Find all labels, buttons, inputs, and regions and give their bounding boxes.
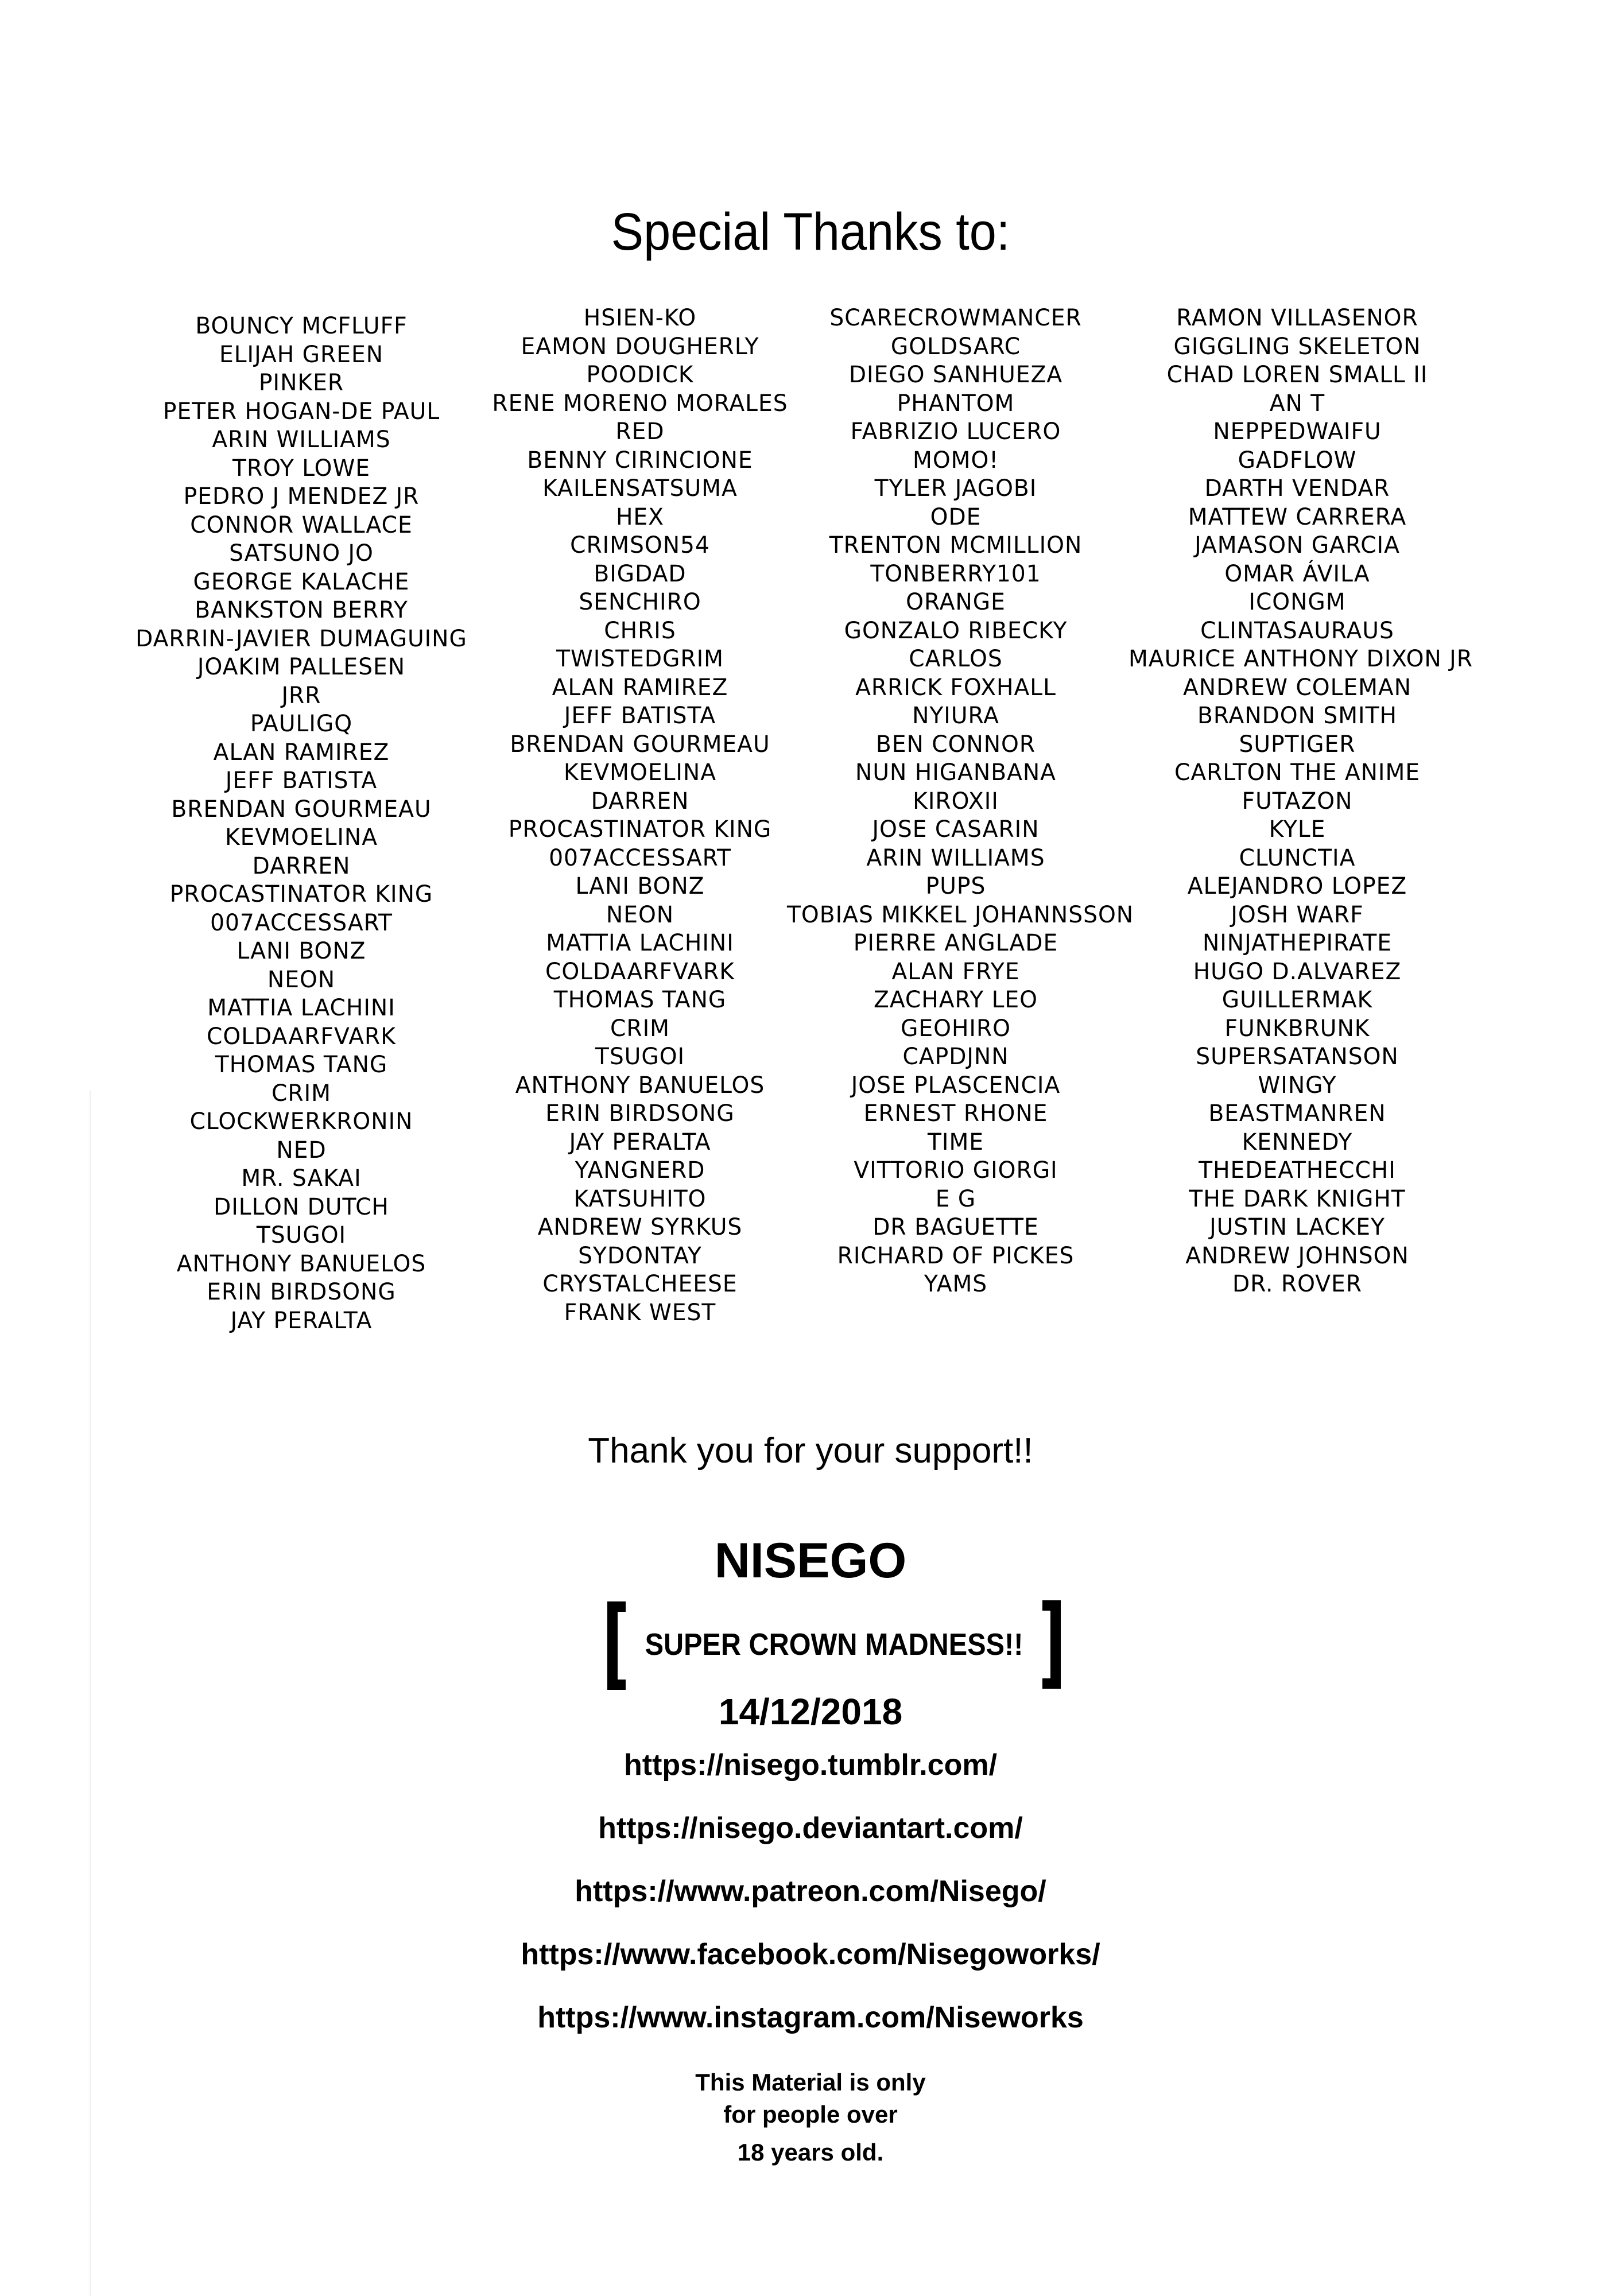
supporter-name: JOSE PLASCENCIA [851,1072,1061,1099]
supporter-name: ERNEST RHONE [863,1100,1048,1127]
supporter-name: GOLDSARC [890,333,1021,360]
supporter-name: JOAKIM PALLESEN [197,654,406,680]
supporter-name: MOMO! [913,447,999,474]
supporter-name: CRIM [610,1015,670,1042]
supporter-name: MATTEW CARRERA [1188,503,1407,530]
supporter-name: TIME [927,1128,984,1155]
supporter-name: JOSE CASARIN [872,816,1040,843]
supporter-name: RICHARD OF PICKES [837,1242,1075,1269]
supporter-name: GUILLERMAK [1221,987,1373,1013]
supporter-name: CONNOR WALLACE [190,511,413,538]
supporter-name: HUGO D.ALVAREZ [1193,958,1402,985]
supporter-name: JOSH WARF [1231,901,1364,928]
supporter-name: ALEJANDRO LOPEZ [1187,873,1407,899]
supporter-name: BRENDAN GOURMEAU [171,796,432,823]
supporter-name: DR BAGUETTE [872,1214,1039,1240]
supporter-name: YAMS [924,1271,988,1297]
supporter-name: BENNY CIRINCIONE [527,447,753,474]
supporter-name: PROCASTINATOR KING [508,816,772,843]
supporter-name: ARRICK FOXHALL [855,674,1056,701]
supporter-name: GEOHIRO [901,1015,1011,1042]
supporter-name: RENE MORENO MORALES [492,390,788,417]
supporter-name: KENNEDY [1242,1128,1353,1155]
supporters-column-3 [784,304,1134,1299]
supporter-name: KYLE [1269,816,1326,843]
supporter-name: PETER HOGAN-DE PAUL [162,398,440,425]
supporter-name: DIEGO SANHUEZA [848,362,1063,388]
supporter-name: POODICK [586,362,694,388]
supporter-name: PINKER [258,370,344,396]
supporter-name: THEDEATHECCHI [1199,1157,1396,1184]
supporter-name: KEVMOELINA [224,824,378,851]
supporter-name: JAY PERALTA [569,1128,711,1155]
supporter-name: GONZALO RIBECKY [844,617,1068,644]
supporter-name: PUPS [925,873,986,899]
supporter-name: JUSTIN LACKEY [1209,1214,1385,1240]
supporter-name: PROCASTINATOR KING [169,881,433,907]
supporter-name: NEON [606,901,674,928]
supporter-name: EAMON DOUGHERLY [521,333,759,360]
supporter-name: ANTHONY BANUELOS [176,1250,426,1277]
author-name: NISEGO [714,1533,907,1588]
supporter-name: ALAN FRYE [891,958,1020,985]
supporter-name: MAURICE ANTHONY DIXON JR [1129,646,1473,672]
left-bracket-icon [607,1601,626,1690]
supporter-name: COLDAARFVARK [545,958,735,985]
supporter-name: AN T [1269,390,1325,417]
supporter-name: RED [615,418,665,445]
supporter-name: CHAD LOREN SMALL II [1166,362,1428,388]
supporter-name: LANI BONZ [575,873,705,899]
supporter-name: PAULIGQ [250,711,353,737]
supporters-column-4 [1125,304,1473,1299]
supporter-name: SATSUNO JO [229,540,374,567]
supporter-name: NED [276,1137,327,1163]
supporter-name: BEASTMANREN [1208,1100,1386,1127]
link-instagram[interactable]: https://www.instagram.com/Niseworks [537,2001,1084,2034]
supporter-name: FRANK WEST [564,1299,716,1326]
age-disclaimer [0,2066,1621,2169]
supporter-name: ZACHARY LEO [873,987,1038,1013]
work-title: SUPER CROWN MADNESS!! [645,1627,1023,1662]
supporter-name: TOBIAS MIKKEL JOHANNSSON [787,901,1134,928]
link-facebook[interactable]: https://www.facebook.com/Nisegoworks/ [521,1938,1100,1971]
supporter-name: FUTAZON [1242,788,1353,815]
supporter-name: MR. SAKAI [241,1165,362,1192]
supporter-name: JAY PERALTA [230,1307,373,1334]
supporter-name: HEX [615,503,665,530]
supporter-name: ERIN BIRDSONG [207,1279,396,1305]
supporter-name: HSIEN-KO [583,305,697,331]
supporter-name: DILLON DUTCH [214,1193,389,1220]
supporter-name: VITTORIO GIORGI [854,1157,1058,1184]
supporter-name: THOMAS TANG [553,987,727,1013]
supporter-name: ODE [930,503,982,530]
supporter-name: CAPDJNN [902,1044,1009,1070]
supporter-name: ARIN WILLIAMS [866,844,1045,871]
supporter-name: CLINTASAURAUS [1200,617,1394,644]
supporter-name: CRYSTALCHEESE [542,1271,738,1297]
supporter-name: JEFF BATISTA [225,767,378,794]
supporter-name: COLDAARFVARK [207,1023,396,1050]
supporter-name: BEN CONNOR [875,731,1036,758]
supporter-name: TROY LOWE [232,455,370,482]
supporter-name: TONBERRY101 [870,560,1041,587]
supporter-name: ANDREW SYRKUS [537,1214,743,1240]
supporter-name: SUPERSATANSON [1196,1044,1399,1070]
disclaimer-line: 18 years old. [737,2139,884,2166]
supporter-name: NEON [267,966,336,993]
supporter-name: ERIN BIRDSONG [545,1100,735,1127]
supporter-name: 007ACCESSART [549,844,731,871]
social-links [0,1745,1621,2061]
supporter-name: NUN HIGANBANA [855,759,1056,786]
supporter-name: ALAN RAMIREZ [552,674,728,701]
supporter-name: SUPTIGER [1239,731,1356,758]
supporter-name: FABRIZIO LUCERO [850,418,1061,445]
supporter-name: CARLOS [909,646,1003,672]
release-date: 14/12/2018 [718,1691,903,1732]
supporter-name: NYIURA [912,703,999,729]
supporter-name: ANDREW JOHNSON [1185,1242,1409,1269]
supporter-name: ELIJAH GREEN [219,341,384,368]
supporter-name: CLOCKWERKRONIN [189,1108,413,1135]
supporter-name: ARIN WILLIAMS [212,426,391,453]
supporter-name: PEDRO J MENDEZ JR [183,483,420,510]
supporter-name: CLUNCTIA [1239,844,1356,871]
supporter-name: YANGNERD [575,1157,705,1184]
supporter-name: BRANDON SMITH [1197,703,1397,729]
supporter-name: THOMAS TANG [215,1052,388,1078]
supporter-name: KIROXII [913,788,999,815]
supporters-column-2 [468,304,812,1327]
supporter-name: TSUGOI [595,1044,685,1070]
supporter-name: BOUNCY MCFLUFF [195,313,408,339]
work-title-block [607,1601,1061,1670]
supporter-name: BRENDAN GOURMEAU [510,731,770,758]
supporter-name: CHRIS [604,617,676,644]
support-message: Thank you for your support!! [588,1431,1033,1471]
supporter-name: PHANTOM [897,390,1015,417]
supporter-name: LANI BONZ [236,938,366,964]
supporter-name: JAMASON GARCIA [1195,532,1400,559]
supporter-name: SYDONTAY [578,1242,702,1269]
supporter-name: GEORGE KALACHE [193,568,410,595]
supporter-name: TSUGOI [256,1222,347,1248]
supporter-name: SENCHIRO [579,589,701,615]
page-title: Special Thanks to: [611,202,1010,261]
supporter-name: TWISTEDGRIM [556,646,724,672]
supporter-name: MATTIA LACHINI [546,930,734,956]
supporter-name: GADFLOW [1238,447,1357,474]
supporter-name: THE DARK KNIGHT [1189,1185,1406,1212]
supporter-name: ICONGM [1248,589,1346,615]
supporter-name: GIGGLING SKELETON [1173,333,1421,360]
link-patreon[interactable]: https://www.patreon.com/Nisego/ [575,1875,1046,1908]
link-deviantart[interactable]: https://nisego.deviantart.com/ [598,1812,1023,1845]
supporter-name: DARRIN-JAVIER DUMAGUING [135,625,467,652]
supporter-name: ANTHONY BANUELOS [515,1072,765,1099]
supporter-name: KATSUHITO [573,1185,707,1212]
supporter-name: ANDREW COLEMAN [1182,674,1412,701]
supporter-name: JRR [281,682,321,709]
supporter-name: DARREN [591,788,689,815]
link-tumblr[interactable]: https://nisego.tumblr.com/ [623,1748,998,1782]
supporter-name: TRENTON MCMILLION [829,532,1083,559]
supporter-name: RAMON VILLASENOR [1176,305,1418,331]
supporter-name: ALAN RAMIREZ [213,739,390,766]
supporter-name: JEFF BATISTA [564,703,716,729]
supporter-name: BIGDAD [594,560,687,587]
supporter-name: CARLTON THE ANIME [1174,759,1421,786]
supporter-name: DR. ROVER [1232,1271,1362,1297]
disclaimer-line: for people over [723,2101,898,2128]
supporter-name: TYLER JAGOBI [874,475,1037,502]
right-bracket-icon [1042,1600,1061,1689]
supporter-name: E G [935,1185,976,1212]
supporter-name: KEVMOELINA [563,759,717,786]
supporter-name: DARREN [252,852,351,879]
supporter-name: PIERRE ANGLADE [853,930,1058,956]
supporter-name: NINJATHEPIRATE [1202,930,1393,956]
supporter-name: OMAR ÁVILA [1224,560,1370,587]
supporter-name: NEPPEDWAIFU [1213,418,1382,445]
supporter-name: CRIMSON54 [570,532,710,559]
supporter-name: 007ACCESSART [210,909,393,936]
supporter-name: KAILENSATSUMA [542,475,738,502]
supporter-name: SCARECROWMANCER [829,305,1082,331]
supporter-name: DARTH VENDAR [1204,475,1390,502]
supporters-column-1 [129,312,474,1335]
disclaimer-line: This Material is only [695,2069,926,2096]
supporter-name: WINGY [1258,1072,1337,1099]
supporter-name: BANKSTON BERRY [195,597,408,623]
supporter-name: FUNKBRUNK [1224,1015,1370,1042]
supporter-name: ORANGE [906,589,1006,615]
supporter-name: MATTIA LACHINI [207,995,395,1021]
supporter-name: CRIM [272,1080,331,1107]
